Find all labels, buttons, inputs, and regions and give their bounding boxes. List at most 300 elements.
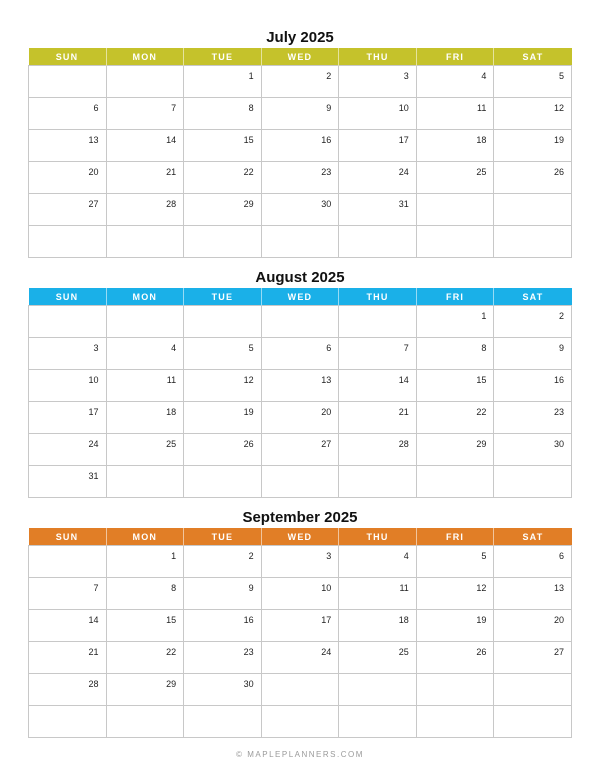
- day-cell: [261, 466, 339, 498]
- day-cell: [494, 674, 572, 706]
- day-number: 14: [398, 375, 409, 385]
- day-number: 27: [321, 439, 332, 449]
- week-row: [29, 546, 572, 578]
- day-cell: [494, 578, 572, 610]
- day-cell: [184, 642, 262, 674]
- day-number: 29: [243, 199, 254, 209]
- day-cell: [494, 466, 572, 498]
- day-number: 5: [558, 71, 564, 81]
- day-number: [331, 469, 338, 474]
- day-number: 15: [476, 375, 487, 385]
- day-number: 16: [553, 375, 564, 385]
- day-cell: [184, 578, 262, 610]
- week-row: [29, 130, 572, 162]
- day-cell: [261, 578, 339, 610]
- day-cell: [261, 674, 339, 706]
- day-cell: [184, 706, 262, 738]
- day-number: 9: [326, 103, 332, 113]
- day-cell: [339, 706, 417, 738]
- day-number: [486, 229, 493, 234]
- week-row: [29, 370, 572, 402]
- weekday-header: SUN: [29, 528, 107, 546]
- day-number: 12: [476, 583, 487, 593]
- day-number: 27: [553, 647, 564, 657]
- day-cell: [106, 98, 184, 130]
- day-cell: [106, 130, 184, 162]
- weekday-header: SAT: [494, 528, 572, 546]
- month-grid: [28, 288, 572, 498]
- day-cell: [261, 434, 339, 466]
- day-number: [254, 229, 261, 234]
- month-title: September 2025: [242, 509, 358, 526]
- day-number: 20: [88, 167, 99, 177]
- day-number: 23: [321, 167, 332, 177]
- week-row: [29, 578, 572, 610]
- day-number: 26: [476, 647, 487, 657]
- day-cell: [261, 226, 339, 258]
- day-number: [176, 709, 183, 714]
- day-cell: [494, 706, 572, 738]
- day-number: [409, 229, 416, 234]
- week-row: [29, 610, 572, 642]
- day-number: 10: [321, 583, 332, 593]
- day-cell: [184, 66, 262, 98]
- day-cell: [416, 674, 494, 706]
- day-cell: [494, 226, 572, 258]
- weekday-header: FRI: [416, 48, 494, 66]
- day-number: 14: [88, 615, 99, 625]
- day-number: 19: [243, 407, 254, 417]
- day-number: 13: [321, 375, 332, 385]
- day-cell: [416, 66, 494, 98]
- day-number: [331, 309, 338, 314]
- day-cell: [494, 434, 572, 466]
- day-number: 7: [171, 103, 177, 113]
- day-number: 13: [88, 135, 99, 145]
- day-cell: [29, 466, 107, 498]
- weekday-header: SAT: [494, 48, 572, 66]
- day-number: 4: [171, 343, 177, 353]
- day-number: 1: [248, 71, 254, 81]
- day-cell: [184, 130, 262, 162]
- day-number: [564, 709, 571, 714]
- weekday-header: FRI: [416, 288, 494, 306]
- day-cell: [416, 98, 494, 130]
- week-row: [29, 674, 572, 706]
- day-number: 30: [553, 439, 564, 449]
- day-number: [564, 229, 571, 234]
- day-number: 29: [476, 439, 487, 449]
- day-number: 3: [403, 71, 409, 81]
- day-number: [409, 709, 416, 714]
- day-cell: [261, 642, 339, 674]
- day-cell: [494, 162, 572, 194]
- day-number: 8: [248, 103, 254, 113]
- day-cell: [184, 546, 262, 578]
- day-cell: [339, 610, 417, 642]
- day-cell: [339, 194, 417, 226]
- day-cell: [339, 370, 417, 402]
- day-cell: [261, 610, 339, 642]
- day-cell: [29, 578, 107, 610]
- day-number: [331, 709, 338, 714]
- weekday-header: TUE: [184, 528, 262, 546]
- day-cell: [339, 402, 417, 434]
- day-cell: [29, 226, 107, 258]
- day-cell: [261, 546, 339, 578]
- day-number: [564, 469, 571, 474]
- day-number: [99, 69, 106, 74]
- day-number: 14: [166, 135, 177, 145]
- day-cell: [29, 194, 107, 226]
- day-number: 11: [399, 583, 409, 593]
- day-cell: [339, 674, 417, 706]
- day-cell: [184, 162, 262, 194]
- day-number: 1: [481, 311, 487, 321]
- day-number: 22: [243, 167, 254, 177]
- day-number: [99, 709, 106, 714]
- day-cell: [339, 306, 417, 338]
- day-number: 24: [398, 167, 409, 177]
- day-number: 29: [166, 679, 177, 689]
- day-number: [254, 309, 261, 314]
- day-number: [99, 309, 106, 314]
- day-number: [486, 197, 493, 202]
- day-cell: [184, 98, 262, 130]
- day-cell: [29, 370, 107, 402]
- day-number: 17: [398, 135, 409, 145]
- day-cell: [494, 370, 572, 402]
- day-cell: [106, 338, 184, 370]
- day-cell: [339, 434, 417, 466]
- day-cell: [106, 226, 184, 258]
- day-cell: [261, 194, 339, 226]
- day-number: [99, 549, 106, 554]
- day-cell: [416, 546, 494, 578]
- day-cell: [494, 130, 572, 162]
- day-cell: [184, 338, 262, 370]
- day-number: [486, 469, 493, 474]
- day-cell: [106, 466, 184, 498]
- weekday-header-row: [29, 48, 572, 66]
- weekday-header: SUN: [29, 288, 107, 306]
- week-row: [29, 338, 572, 370]
- day-cell: [339, 466, 417, 498]
- day-cell: [416, 578, 494, 610]
- day-number: 16: [321, 135, 332, 145]
- day-number: 30: [321, 199, 332, 209]
- day-cell: [494, 402, 572, 434]
- day-cell: [106, 546, 184, 578]
- day-cell: [106, 578, 184, 610]
- day-cell: [29, 306, 107, 338]
- day-number: [254, 469, 261, 474]
- week-row: [29, 162, 572, 194]
- day-cell: [261, 66, 339, 98]
- weekday-header: SUN: [29, 48, 107, 66]
- day-cell: [416, 466, 494, 498]
- day-cell: [29, 130, 107, 162]
- day-number: 26: [553, 167, 564, 177]
- weekday-header: SAT: [494, 288, 572, 306]
- day-cell: [416, 402, 494, 434]
- day-number: 27: [88, 199, 99, 209]
- day-cell: [494, 66, 572, 98]
- day-number: 9: [248, 583, 254, 593]
- day-number: [176, 309, 183, 314]
- day-number: 28: [88, 679, 99, 689]
- day-number: 8: [481, 343, 487, 353]
- day-number: 24: [321, 647, 332, 657]
- day-cell: [339, 98, 417, 130]
- day-cell: [184, 402, 262, 434]
- day-number: 8: [171, 583, 177, 593]
- day-number: 22: [166, 647, 177, 657]
- day-number: 25: [166, 439, 177, 449]
- day-number: 20: [553, 615, 564, 625]
- day-cell: [416, 434, 494, 466]
- day-cell: [416, 610, 494, 642]
- month-july-2025: [28, 28, 572, 258]
- day-number: [331, 229, 338, 234]
- day-number: 28: [166, 199, 177, 209]
- weekday-header: TUE: [184, 48, 262, 66]
- day-cell: [106, 610, 184, 642]
- day-cell: [184, 306, 262, 338]
- day-number: 25: [398, 647, 409, 657]
- day-cell: [29, 546, 107, 578]
- day-number: 23: [553, 407, 564, 417]
- week-row: [29, 226, 572, 258]
- day-number: 24: [88, 439, 99, 449]
- day-number: 19: [553, 135, 564, 145]
- day-number: [564, 197, 571, 202]
- day-cell: [416, 306, 494, 338]
- day-cell: [339, 162, 417, 194]
- day-number: 12: [553, 103, 564, 113]
- week-row: [29, 706, 572, 738]
- day-number: 1: [171, 551, 177, 561]
- day-cell: [494, 338, 572, 370]
- day-number: 6: [93, 103, 99, 113]
- day-number: [176, 469, 183, 474]
- day-cell: [29, 402, 107, 434]
- day-cell: [29, 610, 107, 642]
- day-number: 23: [243, 647, 254, 657]
- day-cell: [29, 706, 107, 738]
- day-number: 19: [476, 615, 487, 625]
- day-cell: [29, 674, 107, 706]
- day-number: 6: [558, 551, 564, 561]
- day-cell: [106, 370, 184, 402]
- day-cell: [416, 226, 494, 258]
- day-cell: [339, 642, 417, 674]
- day-cell: [184, 674, 262, 706]
- day-cell: [106, 706, 184, 738]
- day-number: 7: [403, 343, 409, 353]
- day-cell: [416, 162, 494, 194]
- day-cell: [106, 162, 184, 194]
- month-grid: [28, 48, 572, 258]
- day-cell: [416, 130, 494, 162]
- day-cell: [106, 194, 184, 226]
- day-number: 5: [248, 343, 254, 353]
- month-title: July 2025: [266, 29, 334, 46]
- day-cell: [29, 162, 107, 194]
- day-number: 3: [93, 343, 99, 353]
- weekday-header: FRI: [416, 528, 494, 546]
- weekday-header: WED: [261, 288, 339, 306]
- week-row: [29, 194, 572, 226]
- day-cell: [106, 66, 184, 98]
- month-grid: [28, 528, 572, 738]
- day-cell: [416, 706, 494, 738]
- week-row: [29, 466, 572, 498]
- day-number: 21: [166, 167, 177, 177]
- day-number: 16: [243, 615, 254, 625]
- day-number: 22: [476, 407, 487, 417]
- day-number: 20: [321, 407, 332, 417]
- day-number: 18: [166, 407, 177, 417]
- day-number: 17: [321, 615, 332, 625]
- day-number: 4: [403, 551, 409, 561]
- day-cell: [494, 98, 572, 130]
- day-number: 21: [88, 647, 99, 657]
- day-cell: [184, 466, 262, 498]
- day-cell: [184, 226, 262, 258]
- day-number: [99, 229, 106, 234]
- day-number: [331, 677, 338, 682]
- day-cell: [416, 194, 494, 226]
- day-number: 30: [243, 679, 254, 689]
- day-cell: [339, 130, 417, 162]
- month-september-2025: [28, 508, 572, 738]
- weekday-header: MON: [106, 528, 184, 546]
- day-number: 18: [476, 135, 487, 145]
- day-number: [564, 677, 571, 682]
- week-row: [29, 66, 572, 98]
- month-title: August 2025: [255, 269, 345, 286]
- day-cell: [416, 338, 494, 370]
- day-cell: [261, 130, 339, 162]
- day-number: [409, 309, 416, 314]
- day-cell: [261, 338, 339, 370]
- day-cell: [29, 66, 107, 98]
- day-number: 28: [398, 439, 409, 449]
- day-cell: [339, 66, 417, 98]
- day-number: 12: [243, 375, 254, 385]
- day-cell: [339, 226, 417, 258]
- day-number: 17: [88, 407, 99, 417]
- day-number: 11: [477, 103, 487, 113]
- weekday-header: WED: [261, 528, 339, 546]
- week-row: [29, 402, 572, 434]
- day-cell: [261, 402, 339, 434]
- week-row: [29, 98, 572, 130]
- day-cell: [339, 546, 417, 578]
- week-row: [29, 434, 572, 466]
- day-cell: [184, 370, 262, 402]
- day-number: 18: [398, 615, 409, 625]
- day-number: 10: [88, 375, 99, 385]
- day-cell: [261, 706, 339, 738]
- day-number: [486, 709, 493, 714]
- weekday-header: THU: [339, 48, 417, 66]
- weekday-header-row: [29, 288, 572, 306]
- day-number: 13: [553, 583, 564, 593]
- day-cell: [494, 610, 572, 642]
- weekday-header-row: [29, 528, 572, 546]
- day-cell: [29, 434, 107, 466]
- day-number: 15: [166, 615, 177, 625]
- weekday-header: MON: [106, 288, 184, 306]
- weekday-header: WED: [261, 48, 339, 66]
- weekday-header: MON: [106, 48, 184, 66]
- day-cell: [184, 194, 262, 226]
- day-number: [409, 677, 416, 682]
- day-number: 26: [243, 439, 254, 449]
- day-cell: [106, 642, 184, 674]
- weekday-header: THU: [339, 528, 417, 546]
- day-cell: [494, 546, 572, 578]
- day-number: 21: [398, 407, 409, 417]
- day-cell: [184, 434, 262, 466]
- week-row: [29, 642, 572, 674]
- day-number: 2: [558, 311, 564, 321]
- day-cell: [261, 370, 339, 402]
- weekday-header: TUE: [184, 288, 262, 306]
- day-number: 3: [326, 551, 332, 561]
- day-number: [409, 469, 416, 474]
- day-cell: [29, 338, 107, 370]
- day-cell: [29, 642, 107, 674]
- day-number: 5: [481, 551, 487, 561]
- day-number: 10: [398, 103, 409, 113]
- weekday-header: THU: [339, 288, 417, 306]
- day-cell: [261, 98, 339, 130]
- day-number: [176, 229, 183, 234]
- day-number: 31: [398, 199, 409, 209]
- day-cell: [261, 162, 339, 194]
- day-number: 31: [88, 471, 99, 481]
- day-number: [486, 677, 493, 682]
- day-cell: [261, 306, 339, 338]
- day-cell: [494, 194, 572, 226]
- month-august-2025: [28, 268, 572, 498]
- day-number: 7: [93, 583, 99, 593]
- day-number: 6: [326, 343, 332, 353]
- day-cell: [339, 338, 417, 370]
- day-cell: [494, 306, 572, 338]
- day-cell: [339, 578, 417, 610]
- day-cell: [416, 642, 494, 674]
- footer-credit: © MAPLEPLANNERS.COM: [236, 750, 364, 759]
- day-number: 11: [166, 375, 177, 385]
- day-number: 9: [558, 343, 564, 353]
- day-number: 25: [476, 167, 487, 177]
- day-number: [254, 709, 261, 714]
- day-number: 15: [243, 135, 254, 145]
- day-cell: [106, 402, 184, 434]
- day-number: 2: [326, 71, 332, 81]
- day-cell: [494, 642, 572, 674]
- day-cell: [416, 370, 494, 402]
- day-number: 2: [248, 551, 254, 561]
- week-row: [29, 306, 572, 338]
- day-cell: [106, 306, 184, 338]
- day-cell: [184, 610, 262, 642]
- day-cell: [106, 434, 184, 466]
